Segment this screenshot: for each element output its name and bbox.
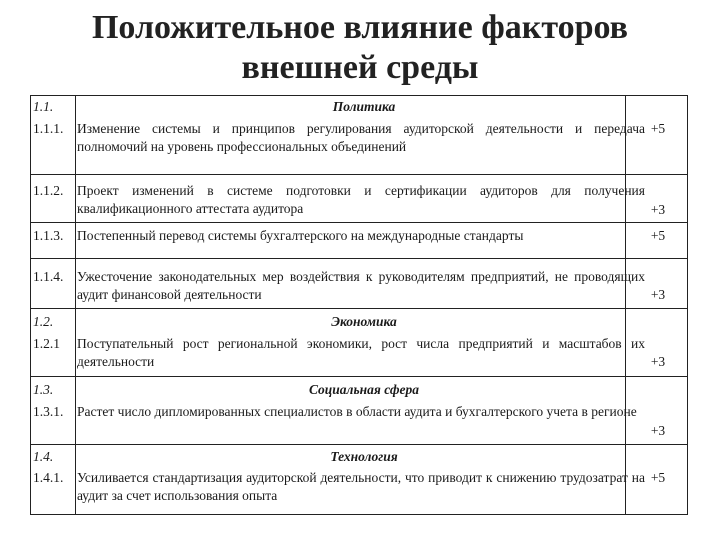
- item-text: Изменение системы и принципов регулирования аудиторской деятельности и передача полномочий на уровень профессиональных объединений: [77, 121, 645, 154]
- section-number: 1.4.: [33, 449, 54, 464]
- item-number: 1.1.2.: [33, 183, 64, 198]
- row-divider: [31, 444, 687, 445]
- item-number: 1.1.3.: [33, 228, 64, 243]
- row-divider: [31, 308, 687, 309]
- item-text: Ужесточение законодательных мер воздействия к руководителям предприятий, не проводящих аудит финансовой деятельности: [77, 269, 645, 302]
- item-score: +3: [650, 287, 666, 302]
- item-number: 1.2.1: [33, 336, 60, 351]
- item-number: 1.3.1.: [33, 404, 64, 419]
- column-divider-number: [75, 96, 76, 514]
- item-number: 1.1.1.: [33, 121, 64, 136]
- item-score: +5: [650, 470, 666, 485]
- item-score: +3: [650, 354, 666, 369]
- row-divider: [31, 174, 687, 175]
- title-line-1: Положительное влияние факторов: [91, 9, 629, 46]
- title-line-2: внешней среды: [241, 49, 479, 86]
- item-score: +3: [650, 202, 666, 217]
- section-number: 1.2.: [33, 314, 54, 329]
- section-heading: Социальная сфера: [308, 382, 420, 397]
- section-number: 1.1.: [33, 99, 54, 114]
- item-score: +3: [650, 423, 666, 438]
- item-text: Растет число дипломированных специалистов в области аудита и бухгалтерского учета в регионе: [77, 404, 637, 419]
- page-title: [0, 8, 720, 88]
- section-number: 1.3.: [33, 382, 54, 397]
- section-heading: Экономика: [331, 314, 397, 329]
- factors-table: [30, 95, 688, 515]
- item-text: Проект изменений в системе подготовки и сертификации аудиторов для получения квалификационного аттестата аудитора: [77, 183, 645, 216]
- section-heading: Технология: [330, 449, 398, 464]
- item-text: Поступательный рост региональной экономики, рост числа предприятий и масштабов их деятельности: [77, 336, 645, 369]
- item-text: Усиливается стандартизация аудиторской деятельности, что приводит к снижению трудозатрат на аудит за счет использования опыта: [77, 470, 645, 503]
- row-divider: [31, 258, 687, 259]
- item-text: Постепенный перевод системы бухгалтерского на международные стандарты: [77, 228, 524, 243]
- row-divider: [31, 376, 687, 377]
- item-score: +5: [650, 228, 666, 243]
- row-divider: [31, 222, 687, 223]
- item-number: 1.1.4.: [33, 269, 64, 284]
- item-number: 1.4.1.: [33, 470, 64, 485]
- section-heading: Политика: [332, 99, 396, 114]
- item-score: +5: [650, 121, 666, 136]
